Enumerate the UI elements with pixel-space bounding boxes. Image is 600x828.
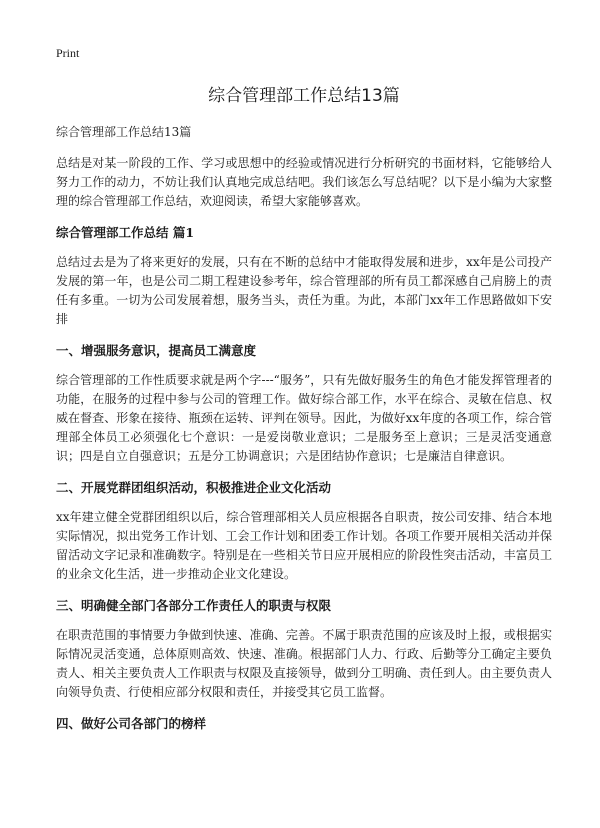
section-body: 综合管理部的工作性质要求就是两个字---“服务”，只有先做好服务生的角色才能发挥管理者的功能，在服务的过程中参与公司的管理工作。做好综合部工作，水平在综合、灵敏在信息、权威在督查、形象在接待、瓶颈在运转、评判在领导。因此，为做好xx年度的各项工作，综合管理部全体员工必须强化七个意识：一是爱岗敬业意识；二是服务至上意识；三是灵活变通意识；四是自立自强意识；五是分工协调意识；六是团结协作意识；七是廉洁自律意识。	[56, 373, 552, 463]
section-heading: 三、明确健全部门各部分工作责任人的职责与权限	[56, 598, 332, 613]
section-body: xx年建立健全党群团组织以后，综合管理部相关人员应根据各自职责，按公司安排、结合本地实际情况，拟出党务工作计划、工会工作计划和团委工作计划。各项工作要开展相关活动并保留活动文字记录和准确数字。特别是在一些相关节日应开展相应的阶段性突击活动，丰富员工的业余文化生活，进一步推动企业文化建设。	[56, 510, 552, 581]
article-heading: 综合管理部工作总结 篇1	[56, 225, 195, 240]
print-label: Print	[56, 46, 80, 60]
section-heading: 一、增强服务意识，提高员工满意度	[56, 343, 257, 358]
section-body: 在职责范围的事情要力争做到快速、准确、完善。不属于职责范围的应该及时上报，或根据实际情况灵活变通，总体原则高效、快速、准确。根据部门人力、行政、后勤等分工确定主要负责人、相关主要负责人工作职责与权限及直接领导，做到分工明确、责任到人。由主要负责人向领导负责、行使相应部分权限和责任，并接受其它员工监督。	[56, 628, 552, 699]
article-opening-paragraph: 总结过去是为了将来更好的发展，只有在不断的总结中才能取得发展和进步，xx年是公司投产发展的第一年，也是公司二期工程建设参考年，综合管理部的所有员工都深感自己肩膀上的责任有多重。一切为公司发展着想，服务当头，责任为重。为此，本部门xx年工作思路做如下安排	[56, 255, 552, 326]
document-subtitle: 综合管理部工作总结13篇	[56, 125, 192, 139]
section-heading: 二、开展党群团组织活动，积极推进企业文化活动	[56, 480, 332, 495]
document-title: 综合管理部工作总结13篇	[208, 86, 400, 106]
intro-paragraph: 总结是对某一阶段的工作、学习或思想中的经验或情况进行分析研究的书面材料，它能够给人努力工作的动力，不妨让我们认真地完成总结吧。我们该怎么写总结呢？以下是小编为大家整理的综合管理部工作总结，欢迎阅读，希望大家能够喜欢。	[56, 156, 552, 208]
section-heading: 四、做好公司各部门的榜样	[56, 716, 207, 731]
